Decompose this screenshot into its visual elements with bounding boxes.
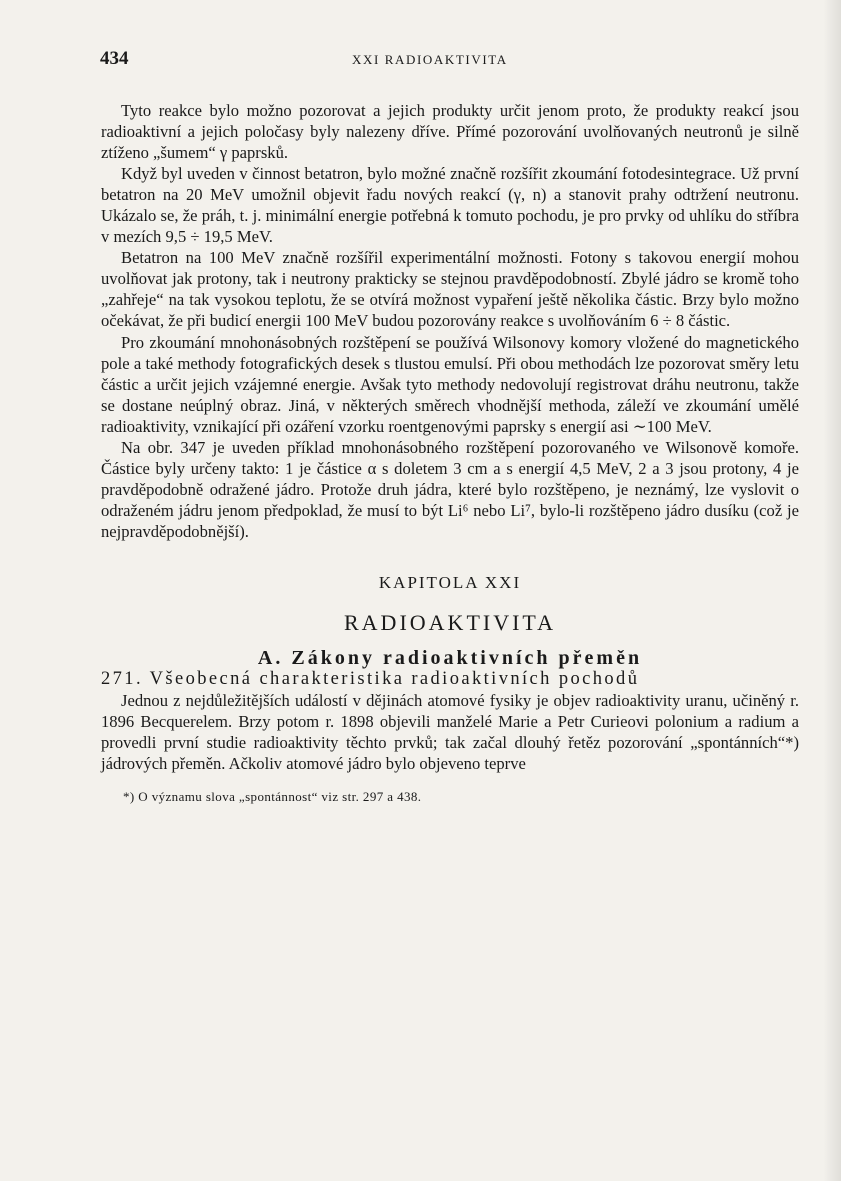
section-title: A. Zákony radioaktivních přeměn <box>257 647 643 670</box>
page-number: 434 <box>100 48 129 69</box>
page-edge-shadow <box>823 0 841 1181</box>
chapter-label: KAPITOLA XXI <box>378 572 522 592</box>
paragraph: Betatron na 100 MeV značně rozšířil experimentální možnosti. Fotony s takovou energií mohou uvolňovat jak protony, tak i neutrony prakticky se stejnou pravděpodobností. Zbylé jádro se kromě toho „zahřeje“ na tak vysokou teplotu, že se otvírá možnost vypaření ještě několika částic. Brzy bylo možno očekávat, že při budicí energii 100 MeV budou pozorovány reakce s uvolňováním 6 ÷ 8 částic. <box>101 248 799 331</box>
body-text <box>101 100 799 807</box>
paragraph: Na obr. 347 je uveden příklad mnohonásobného rozštěpení pozorovaného ve Wilsonově komoře. Částice byly určeny takto: 1 je částice α s doletem 3 cm a s energií 4,5 MeV, 2 a 3 jsou protony, 4 je pravděpodobně odražené jádro. Protože druh jádra, které bylo rozštěpeno, je neznámý, lze vyslovit o odraženém jádru jenom předpoklad, že musí to být Li⁶ nebo Li⁷, bylo-li rozštěpeno jádro dusíku (což je nejpravděpodobnější). <box>101 437 799 541</box>
subsection-title: 271. Všeobecná charakteristika radioaktivních pochodů <box>101 669 640 690</box>
page-header <box>100 48 800 78</box>
paragraph: Tyto reakce bylo možno pozorovat a jejich produkty určit jenom proto, že produkty reakcí jsou radioaktivní a jejich poločasy byly nalezeny dříve. Přímé pozorování uvolňovaných neutronů je silně ztíženo „šumem“ γ paprsků. <box>101 101 799 163</box>
paragraph: Když byl uveden v činnost betatron, bylo možné značně rozšířit zkoumání fotodesintegrace. Už první betatron na 20 MeV umožnil objevit řadu nových reakcí (γ, n) a stanovit prahy odtržení neutronu. Ukázalo se, že práh, t. j. minimální energie potřebná k tomuto pochodu, je pro prvky od uhlíku do stříbra v mezích 9,5 ÷ 19,5 MeV. <box>101 164 799 247</box>
chapter-title: RADIOAKTIVITA <box>344 610 556 636</box>
paragraph: Pro zkoumání mnohonásobných rozštěpení se používá Wilsonovy komory vložené do magnetického pole a také methody fotografických desek s tlustou emulsí. Při obou methodách lze pozorovat směry letu částic a určit jejich vzájemné energie. Avšak tyto methody nedovolují registrovat dráhu neutronu, takže se dostane neúplný obraz. Jiná, v některých směrech vhodnější methoda, záleží ve zkoumání umělé radioaktivity, vznikající při ozáření vzorku roentgenovými paprsky s energií asi ∼100 MeV. <box>101 332 799 436</box>
running-head: XXI RADIOAKTIVITA <box>352 52 508 67</box>
paragraph: Jednou z nejdůležitějších událostí v dějinách atomové fysiky je objev radioaktivity uranu, učiněný r. 1896 Becquerelem. Brzy potom r. 1898 objevili manželé Marie a Petr Curieovi polonium a radium a provedli první studie radioaktivity těchto prvků; tak začal dlouhý řetěz pozorování „spontánních“*) jádrových přeměn. Ačkoliv atomové jádro bylo objeveno teprve <box>101 691 799 774</box>
footnote: *) O významu slova „spontánnost“ viz str. 297 a 438. <box>123 789 422 805</box>
